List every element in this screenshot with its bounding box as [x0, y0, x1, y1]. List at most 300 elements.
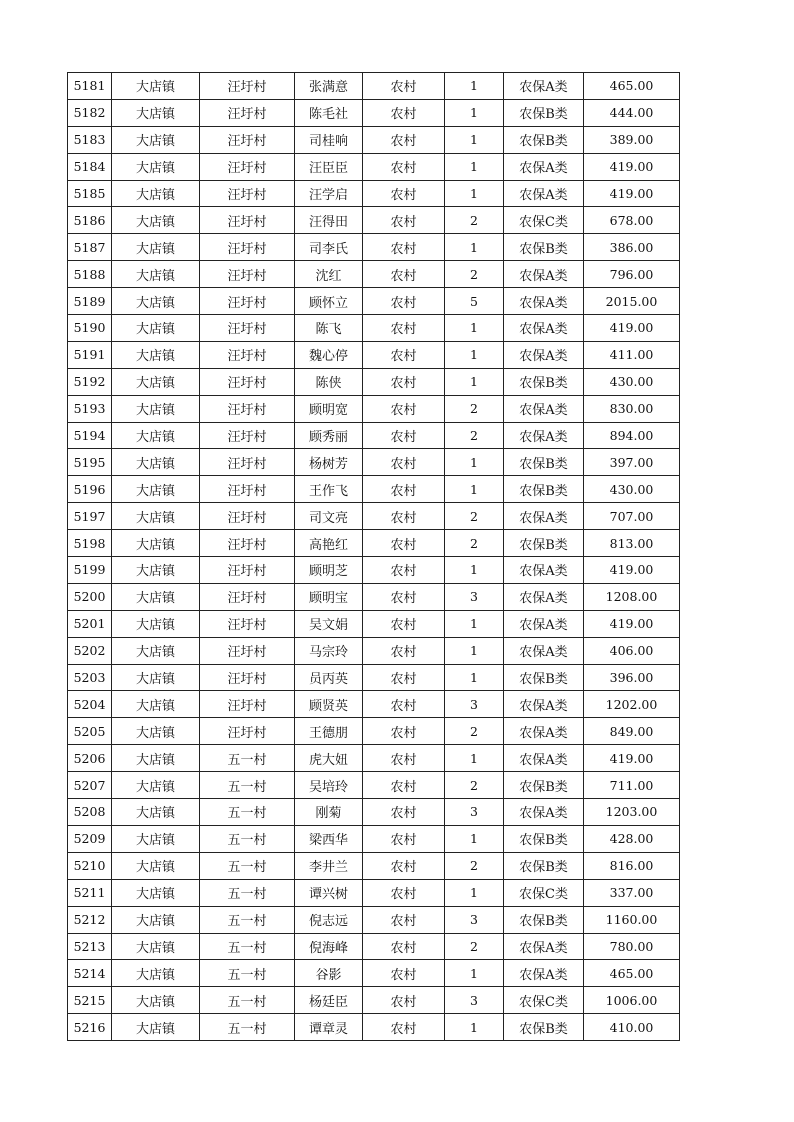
name-cell: 杨廷臣	[295, 987, 363, 1014]
town-cell: 大店镇	[112, 207, 200, 234]
insurance-class-cell: 农保A类	[504, 718, 584, 745]
area-type-cell: 农村	[363, 1014, 445, 1041]
village-cell: 五一村	[200, 1014, 295, 1041]
amount-cell: 419.00	[584, 610, 680, 637]
area-type-cell: 农村	[363, 691, 445, 718]
amount-cell: 830.00	[584, 395, 680, 422]
amount-cell: 1202.00	[584, 691, 680, 718]
record-id-cell: 5207	[68, 772, 112, 799]
insurance-class-cell: 农保A类	[504, 341, 584, 368]
name-cell: 梁西华	[295, 825, 363, 852]
table-row	[68, 180, 680, 207]
table-row	[68, 207, 680, 234]
table-row	[68, 772, 680, 799]
amount-cell: 465.00	[584, 960, 680, 987]
name-cell: 吴培玲	[295, 772, 363, 799]
insurance-class-cell: 农保A类	[504, 503, 584, 530]
name-cell: 李井兰	[295, 852, 363, 879]
table-row	[68, 288, 680, 315]
table-row	[68, 315, 680, 342]
table-row	[68, 664, 680, 691]
record-id-cell: 5197	[68, 503, 112, 530]
household-size-cell: 1	[445, 315, 504, 342]
insurance-class-cell: 农保B类	[504, 126, 584, 153]
table-row	[68, 557, 680, 584]
amount-cell: 406.00	[584, 637, 680, 664]
record-id-cell: 5187	[68, 234, 112, 261]
village-cell: 五一村	[200, 906, 295, 933]
village-cell: 汪圩村	[200, 476, 295, 503]
table-row	[68, 745, 680, 772]
name-cell: 陈毛社	[295, 99, 363, 126]
town-cell: 大店镇	[112, 852, 200, 879]
record-id-cell: 5216	[68, 1014, 112, 1041]
town-cell: 大店镇	[112, 395, 200, 422]
town-cell: 大店镇	[112, 99, 200, 126]
record-id-cell: 5191	[68, 341, 112, 368]
amount-cell: 796.00	[584, 261, 680, 288]
insurance-class-cell: 农保B类	[504, 99, 584, 126]
household-size-cell: 2	[445, 422, 504, 449]
insurance-class-cell: 农保B类	[504, 530, 584, 557]
household-size-cell: 3	[445, 799, 504, 826]
table-row	[68, 799, 680, 826]
name-cell: 陈侠	[295, 368, 363, 395]
area-type-cell: 农村	[363, 987, 445, 1014]
household-size-cell: 2	[445, 503, 504, 530]
town-cell: 大店镇	[112, 879, 200, 906]
village-cell: 汪圩村	[200, 503, 295, 530]
town-cell: 大店镇	[112, 503, 200, 530]
insurance-class-cell: 农保A类	[504, 73, 584, 100]
area-type-cell: 农村	[363, 852, 445, 879]
household-size-cell: 2	[445, 207, 504, 234]
record-id-cell: 5190	[68, 315, 112, 342]
name-cell: 顾明宝	[295, 583, 363, 610]
name-cell: 张满意	[295, 73, 363, 100]
village-cell: 五一村	[200, 772, 295, 799]
town-cell: 大店镇	[112, 933, 200, 960]
town-cell: 大店镇	[112, 476, 200, 503]
village-cell: 汪圩村	[200, 530, 295, 557]
amount-cell: 678.00	[584, 207, 680, 234]
record-id-cell: 5195	[68, 449, 112, 476]
insurance-class-cell: 农保B类	[504, 449, 584, 476]
table-row	[68, 476, 680, 503]
household-size-cell: 1	[445, 960, 504, 987]
insurance-class-cell: 农保A类	[504, 180, 584, 207]
name-cell: 司李氏	[295, 234, 363, 261]
household-size-cell: 3	[445, 987, 504, 1014]
town-cell: 大店镇	[112, 718, 200, 745]
area-type-cell: 农村	[363, 395, 445, 422]
insurance-class-cell: 农保B类	[504, 1014, 584, 1041]
name-cell: 顾明芝	[295, 557, 363, 584]
amount-cell: 707.00	[584, 503, 680, 530]
village-cell: 五一村	[200, 799, 295, 826]
amount-cell: 1208.00	[584, 583, 680, 610]
record-id-cell: 5188	[68, 261, 112, 288]
name-cell: 汪臣臣	[295, 153, 363, 180]
town-cell: 大店镇	[112, 234, 200, 261]
household-size-cell: 2	[445, 530, 504, 557]
insurance-class-cell: 农保B类	[504, 368, 584, 395]
record-id-cell: 5205	[68, 718, 112, 745]
record-id-cell: 5209	[68, 825, 112, 852]
town-cell: 大店镇	[112, 422, 200, 449]
amount-cell: 849.00	[584, 718, 680, 745]
table-row	[68, 153, 680, 180]
household-size-cell: 1	[445, 153, 504, 180]
amount-cell: 1160.00	[584, 906, 680, 933]
table-row	[68, 825, 680, 852]
name-cell: 陈飞	[295, 315, 363, 342]
village-cell: 五一村	[200, 825, 295, 852]
name-cell: 倪海峰	[295, 933, 363, 960]
town-cell: 大店镇	[112, 315, 200, 342]
insurance-class-cell: 农保A类	[504, 422, 584, 449]
record-id-cell: 5208	[68, 799, 112, 826]
amount-cell: 428.00	[584, 825, 680, 852]
area-type-cell: 农村	[363, 449, 445, 476]
household-size-cell: 1	[445, 368, 504, 395]
insurance-class-cell: 农保A类	[504, 745, 584, 772]
records-table-container	[67, 72, 680, 1041]
records-table	[67, 72, 680, 1041]
village-cell: 汪圩村	[200, 261, 295, 288]
town-cell: 大店镇	[112, 153, 200, 180]
insurance-class-cell: 农保A类	[504, 315, 584, 342]
insurance-class-cell: 农保C类	[504, 987, 584, 1014]
table-row	[68, 718, 680, 745]
village-cell: 汪圩村	[200, 73, 295, 100]
table-row	[68, 126, 680, 153]
insurance-class-cell: 农保A类	[504, 395, 584, 422]
insurance-class-cell: 农保B类	[504, 852, 584, 879]
amount-cell: 419.00	[584, 315, 680, 342]
insurance-class-cell: 农保A类	[504, 799, 584, 826]
insurance-class-cell: 农保B类	[504, 664, 584, 691]
village-cell: 汪圩村	[200, 637, 295, 664]
area-type-cell: 农村	[363, 153, 445, 180]
town-cell: 大店镇	[112, 261, 200, 288]
name-cell: 谭兴树	[295, 879, 363, 906]
town-cell: 大店镇	[112, 341, 200, 368]
town-cell: 大店镇	[112, 530, 200, 557]
insurance-class-cell: 农保A类	[504, 288, 584, 315]
amount-cell: 397.00	[584, 449, 680, 476]
village-cell: 五一村	[200, 852, 295, 879]
village-cell: 汪圩村	[200, 691, 295, 718]
amount-cell: 419.00	[584, 557, 680, 584]
household-size-cell: 5	[445, 288, 504, 315]
name-cell: 谭章灵	[295, 1014, 363, 1041]
household-size-cell: 1	[445, 476, 504, 503]
village-cell: 汪圩村	[200, 664, 295, 691]
table-row	[68, 503, 680, 530]
household-size-cell: 2	[445, 933, 504, 960]
household-size-cell: 2	[445, 852, 504, 879]
insurance-class-cell: 农保B类	[504, 476, 584, 503]
household-size-cell: 1	[445, 1014, 504, 1041]
record-id-cell: 5199	[68, 557, 112, 584]
name-cell: 顾明宽	[295, 395, 363, 422]
area-type-cell: 农村	[363, 341, 445, 368]
area-type-cell: 农村	[363, 261, 445, 288]
area-type-cell: 农村	[363, 637, 445, 664]
table-row	[68, 1014, 680, 1041]
record-id-cell: 5194	[68, 422, 112, 449]
area-type-cell: 农村	[363, 799, 445, 826]
village-cell: 汪圩村	[200, 422, 295, 449]
name-cell: 汪得田	[295, 207, 363, 234]
table-row	[68, 852, 680, 879]
household-size-cell: 1	[445, 610, 504, 637]
insurance-class-cell: 农保A类	[504, 153, 584, 180]
amount-cell: 419.00	[584, 153, 680, 180]
area-type-cell: 农村	[363, 772, 445, 799]
amount-cell: 2015.00	[584, 288, 680, 315]
amount-cell: 389.00	[584, 126, 680, 153]
area-type-cell: 农村	[363, 315, 445, 342]
record-id-cell: 5186	[68, 207, 112, 234]
town-cell: 大店镇	[112, 637, 200, 664]
record-id-cell: 5204	[68, 691, 112, 718]
area-type-cell: 农村	[363, 99, 445, 126]
town-cell: 大店镇	[112, 583, 200, 610]
town-cell: 大店镇	[112, 906, 200, 933]
amount-cell: 444.00	[584, 99, 680, 126]
table-row	[68, 879, 680, 906]
town-cell: 大店镇	[112, 960, 200, 987]
amount-cell: 419.00	[584, 745, 680, 772]
record-id-cell: 5183	[68, 126, 112, 153]
record-id-cell: 5181	[68, 73, 112, 100]
town-cell: 大店镇	[112, 745, 200, 772]
record-id-cell: 5213	[68, 933, 112, 960]
household-size-cell: 3	[445, 583, 504, 610]
record-id-cell: 5182	[68, 99, 112, 126]
amount-cell: 780.00	[584, 933, 680, 960]
name-cell: 魏心停	[295, 341, 363, 368]
village-cell: 五一村	[200, 745, 295, 772]
household-size-cell: 2	[445, 261, 504, 288]
name-cell: 沈红	[295, 261, 363, 288]
town-cell: 大店镇	[112, 73, 200, 100]
household-size-cell: 1	[445, 449, 504, 476]
household-size-cell: 1	[445, 825, 504, 852]
record-id-cell: 5202	[68, 637, 112, 664]
town-cell: 大店镇	[112, 772, 200, 799]
area-type-cell: 农村	[363, 718, 445, 745]
name-cell: 倪志远	[295, 906, 363, 933]
household-size-cell: 3	[445, 906, 504, 933]
household-size-cell: 1	[445, 73, 504, 100]
table-row	[68, 234, 680, 261]
area-type-cell: 农村	[363, 745, 445, 772]
amount-cell: 816.00	[584, 852, 680, 879]
amount-cell: 430.00	[584, 476, 680, 503]
record-id-cell: 5193	[68, 395, 112, 422]
record-id-cell: 5212	[68, 906, 112, 933]
insurance-class-cell: 农保A类	[504, 610, 584, 637]
village-cell: 汪圩村	[200, 718, 295, 745]
insurance-class-cell: 农保A类	[504, 960, 584, 987]
table-row	[68, 530, 680, 557]
insurance-class-cell: 农保A类	[504, 637, 584, 664]
table-row	[68, 960, 680, 987]
table-row	[68, 637, 680, 664]
table-row	[68, 341, 680, 368]
village-cell: 五一村	[200, 987, 295, 1014]
name-cell: 刚菊	[295, 799, 363, 826]
name-cell: 员丙英	[295, 664, 363, 691]
name-cell: 吴文娟	[295, 610, 363, 637]
record-id-cell: 5211	[68, 879, 112, 906]
area-type-cell: 农村	[363, 960, 445, 987]
record-id-cell: 5214	[68, 960, 112, 987]
village-cell: 汪圩村	[200, 207, 295, 234]
town-cell: 大店镇	[112, 557, 200, 584]
insurance-class-cell: 农保B类	[504, 906, 584, 933]
record-id-cell: 5203	[68, 664, 112, 691]
household-size-cell: 1	[445, 664, 504, 691]
record-id-cell: 5210	[68, 852, 112, 879]
area-type-cell: 农村	[363, 73, 445, 100]
amount-cell: 1203.00	[584, 799, 680, 826]
amount-cell: 410.00	[584, 1014, 680, 1041]
name-cell: 虎大妞	[295, 745, 363, 772]
name-cell: 司文亮	[295, 503, 363, 530]
village-cell: 汪圩村	[200, 180, 295, 207]
household-size-cell: 1	[445, 126, 504, 153]
area-type-cell: 农村	[363, 933, 445, 960]
record-id-cell: 5189	[68, 288, 112, 315]
amount-cell: 711.00	[584, 772, 680, 799]
insurance-class-cell: 农保A类	[504, 691, 584, 718]
amount-cell: 386.00	[584, 234, 680, 261]
insurance-class-cell: 农保A类	[504, 933, 584, 960]
amount-cell: 1006.00	[584, 987, 680, 1014]
table-row	[68, 99, 680, 126]
insurance-class-cell: 农保A类	[504, 557, 584, 584]
area-type-cell: 农村	[363, 422, 445, 449]
town-cell: 大店镇	[112, 288, 200, 315]
village-cell: 汪圩村	[200, 395, 295, 422]
area-type-cell: 农村	[363, 288, 445, 315]
village-cell: 汪圩村	[200, 234, 295, 261]
town-cell: 大店镇	[112, 691, 200, 718]
area-type-cell: 农村	[363, 879, 445, 906]
name-cell: 汪学启	[295, 180, 363, 207]
amount-cell: 465.00	[584, 73, 680, 100]
insurance-class-cell: 农保C类	[504, 207, 584, 234]
area-type-cell: 农村	[363, 126, 445, 153]
name-cell: 高艳红	[295, 530, 363, 557]
amount-cell: 813.00	[584, 530, 680, 557]
village-cell: 汪圩村	[200, 99, 295, 126]
area-type-cell: 农村	[363, 664, 445, 691]
table-row	[68, 610, 680, 637]
name-cell: 马宗玲	[295, 637, 363, 664]
name-cell: 谷影	[295, 960, 363, 987]
household-size-cell: 1	[445, 180, 504, 207]
record-id-cell: 5201	[68, 610, 112, 637]
village-cell: 五一村	[200, 879, 295, 906]
name-cell: 司桂响	[295, 126, 363, 153]
village-cell: 五一村	[200, 960, 295, 987]
table-row	[68, 691, 680, 718]
village-cell: 汪圩村	[200, 153, 295, 180]
area-type-cell: 农村	[363, 180, 445, 207]
name-cell: 王德朋	[295, 718, 363, 745]
household-size-cell: 1	[445, 557, 504, 584]
town-cell: 大店镇	[112, 180, 200, 207]
table-row	[68, 987, 680, 1014]
insurance-class-cell: 农保C类	[504, 879, 584, 906]
town-cell: 大店镇	[112, 664, 200, 691]
household-size-cell: 1	[445, 745, 504, 772]
village-cell: 汪圩村	[200, 315, 295, 342]
town-cell: 大店镇	[112, 126, 200, 153]
area-type-cell: 农村	[363, 825, 445, 852]
record-id-cell: 5184	[68, 153, 112, 180]
table-row	[68, 449, 680, 476]
amount-cell: 396.00	[584, 664, 680, 691]
name-cell: 王作飞	[295, 476, 363, 503]
village-cell: 汪圩村	[200, 583, 295, 610]
record-id-cell: 5198	[68, 530, 112, 557]
area-type-cell: 农村	[363, 207, 445, 234]
town-cell: 大店镇	[112, 987, 200, 1014]
name-cell: 顾贤英	[295, 691, 363, 718]
area-type-cell: 农村	[363, 476, 445, 503]
village-cell: 汪圩村	[200, 126, 295, 153]
household-size-cell: 2	[445, 395, 504, 422]
name-cell: 顾秀丽	[295, 422, 363, 449]
record-id-cell: 5200	[68, 583, 112, 610]
town-cell: 大店镇	[112, 368, 200, 395]
insurance-class-cell: 农保B类	[504, 234, 584, 261]
name-cell: 杨树芳	[295, 449, 363, 476]
town-cell: 大店镇	[112, 449, 200, 476]
area-type-cell: 农村	[363, 610, 445, 637]
household-size-cell: 2	[445, 772, 504, 799]
household-size-cell: 2	[445, 718, 504, 745]
area-type-cell: 农村	[363, 583, 445, 610]
name-cell: 顾怀立	[295, 288, 363, 315]
record-id-cell: 5192	[68, 368, 112, 395]
amount-cell: 419.00	[584, 180, 680, 207]
household-size-cell: 1	[445, 879, 504, 906]
table-row	[68, 368, 680, 395]
household-size-cell: 1	[445, 637, 504, 664]
record-id-cell: 5196	[68, 476, 112, 503]
village-cell: 汪圩村	[200, 610, 295, 637]
amount-cell: 411.00	[584, 341, 680, 368]
insurance-class-cell: 农保B类	[504, 825, 584, 852]
household-size-cell: 1	[445, 99, 504, 126]
insurance-class-cell: 农保A类	[504, 583, 584, 610]
table-row	[68, 933, 680, 960]
area-type-cell: 农村	[363, 530, 445, 557]
household-size-cell: 1	[445, 234, 504, 261]
town-cell: 大店镇	[112, 1014, 200, 1041]
table-row	[68, 73, 680, 100]
village-cell: 五一村	[200, 933, 295, 960]
area-type-cell: 农村	[363, 368, 445, 395]
table-row	[68, 395, 680, 422]
